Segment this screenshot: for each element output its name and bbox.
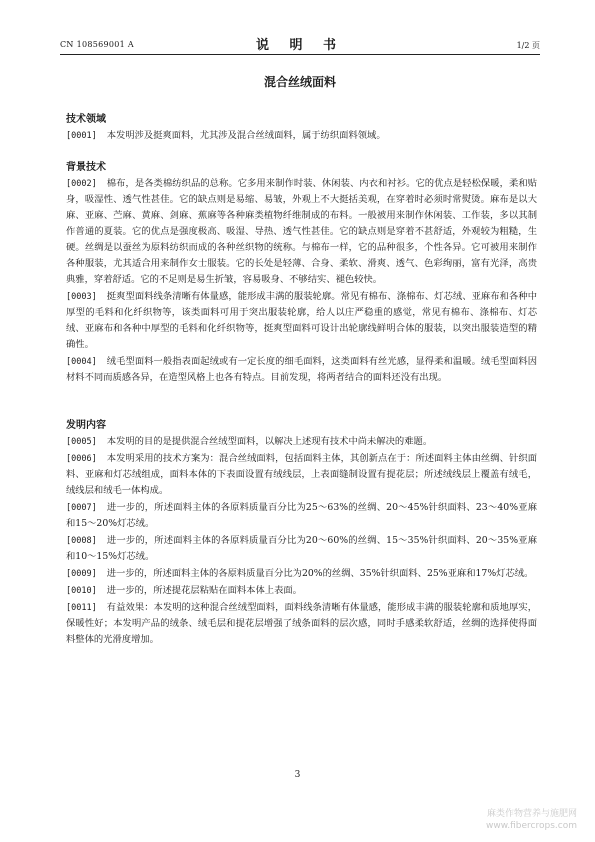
paragraph (66, 289, 537, 353)
paragraph-text: 有益效果：本发明的这种混合丝绒型面料，面料线条清晰有体量感，能形成丰满的服装轮廓和质地厚实，保暖性好；本发明产品的绒条、绒毛层和提花层增强了绒条面料的层次感，同时手感柔软舒适，丝绸的选择使得面料整体的光滑度增加。 (66, 602, 537, 645)
watermark (486, 808, 577, 832)
paragraph-number: [0001] (66, 131, 97, 141)
paragraph-number: [0004] (66, 357, 97, 367)
document-number: CN 108569001 A (60, 40, 134, 49)
paragraph-text: 进一步的，所述提花层粘贴在面料本体上表面。 (106, 585, 302, 596)
section-heading-background: 背景技术 (66, 162, 106, 173)
paragraph-number: [0002] (66, 179, 97, 189)
paragraph-text: 进一步的，所述面料主体的各原料质量百分比为20%的丝绸、35%针织面料、25%亚麻和17%灯芯绒。 (106, 568, 534, 579)
paragraph-number: [0010] (66, 586, 97, 596)
paragraph-number: [0011] (66, 603, 97, 613)
page-header (60, 32, 540, 55)
paragraph (66, 451, 537, 499)
invention-title: 混合丝绒面料 (263, 75, 336, 89)
paragraph-number: [0008] (66, 536, 97, 546)
paragraph-text: 绒毛型面料一般指表面起绒或有一定长度的细毛面料，这类面料有丝光感，显得柔和温暖。绒毛型面料因材料不同而质感各异，在造型风格上也各有特点。目前发现，将两者结合的面料还没有出现。 (66, 356, 537, 383)
document-type-title: 说 明 书 (255, 38, 345, 53)
section-heading-technical-field: 技术领域 (66, 114, 106, 125)
paragraph-text: 本发明的目的是提供混合丝绒型面料，以解决上述现有技术中尚未解决的难题。 (106, 436, 433, 447)
paragraph (66, 600, 537, 648)
paragraph (66, 128, 537, 144)
watermark-url: www.fibercrops.com (486, 821, 577, 831)
paragraph-number: [0007] (66, 503, 97, 513)
paragraph-number: [0009] (66, 569, 97, 579)
paragraph-text: 进一步的，所述面料主体的各原料质量百分比为25～63%的丝绸、20～45%针织面料、23～40%亚麻和15～20%灯芯绒。 (66, 502, 537, 529)
page-number: 3 (294, 770, 301, 780)
watermark-site-name: 麻类作物营养与施肥网 (486, 809, 577, 819)
paragraph-number: [0006] (66, 454, 97, 464)
paragraph-number: [0005] (66, 437, 97, 447)
paragraph-text: 挺爽型面料线条清晰有体量感，能形成丰满的服装轮廓。常见有棉布、涤棉布、灯芯绒、亚麻布和各种中厚型的毛料和化纤织物等，该类面料可用于突出服装轮廓，给人以庄严稳重的感觉，常见有棉布、涤棉布、灯芯绒、亚麻布和各种中厚型的毛料和化纤织物等，挺爽型面料可设计出轮廓线鲜明合体的服装，以突出服装造型的精确性。 (66, 291, 537, 350)
section-heading-summary: 发明内容 (66, 420, 106, 431)
paragraph (66, 434, 537, 450)
paragraph (66, 533, 537, 565)
paragraph (66, 583, 537, 599)
paragraph (66, 176, 537, 288)
paragraph (66, 566, 537, 582)
document-body (66, 100, 537, 649)
paragraph-text: 本发明涉及挺爽面料，尤其涉及混合丝绒面料，属于纺织面料领域。 (106, 130, 386, 141)
paragraph-text: 进一步的，所述面料主体的各原料质量百分比为20～60%的丝绸、15～35%针织面料、20～35%亚麻和10～15%灯芯绒。 (66, 535, 537, 562)
paragraph-text: 本发明采用的技术方案为：混合丝绒面料，包括面料主体，其创新点在于：所述面料主体由丝绸、针织面料、亚麻和灯芯绒组成，面料本体的下表面设置有绒线层，上表面缝制设置有提花层；所述绒线层上覆盖有绒毛，绒线层和绒毛一体构成。 (66, 453, 537, 496)
page-count: 1/2 页 (516, 41, 540, 50)
paragraph (66, 354, 537, 386)
paragraph (66, 500, 537, 532)
paragraph-text: 棉布，是各类棉纺织品的总称。它多用来制作时装、休闲装、内衣和衬衫。它的优点是轻松保暖，柔和贴身，吸湿性、透气性甚佳。它的缺点则是易缩、易皱，外观上不大挺括美观，在穿着时必须时常熨烫。麻布是以大麻、亚麻、苎麻、黄麻、剑麻、蕉麻等各种麻类植物纤维制成的布料。一般被用来制作休闲装、工作装，多以其制作普通的夏装。它的优点是强度极高、吸湿、导热、透气性甚佳。它的缺点则是穿着不甚舒适，外观较为粗糙，生硬。丝绸是以蚕丝为原料纺织而成的各种丝织物的统称。与棉布一样，它的品种很多，个性各异。它可被用来制作各种服装，尤其适合用来制作女士服装。它的长处是轻薄、合身、柔软、滑爽、透气、色彩绚丽，富有光泽，高贵典雅，穿着舒适。它的不足则是易生折皱，容易吸身、不够结实、褪色较快。 (66, 178, 537, 285)
paragraph-number: [0003] (66, 292, 97, 302)
